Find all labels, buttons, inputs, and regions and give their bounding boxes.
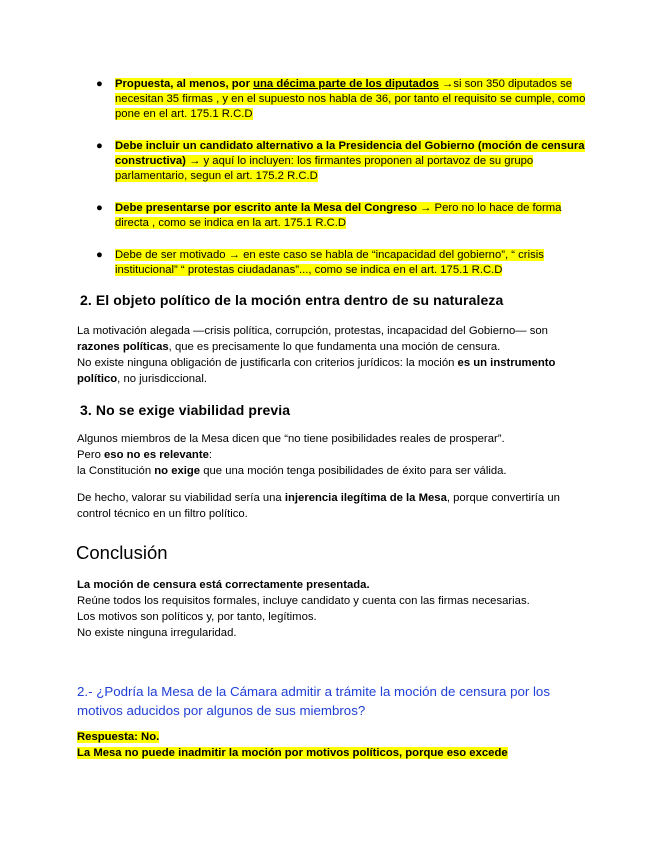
paragraph: La motivación alegada —crisis política, corrupción, protestas, incapacidad del Gobierno— son razones políticas, que es precisamente lo que fundamenta una moción de censura. No existe ninguna obligación de justificarla con criterios jurídicos: la moción es un instrumento político, no jurisdiccional.: [77, 325, 556, 385]
paragraph: De hecho, valorar su viabilidad sería una injerencia ilegítima de la Mesa, porque convertiría un control técnico en un filtro político.: [77, 492, 560, 520]
bullet-icon: ●: [96, 249, 103, 261]
bullet-icon: ●: [96, 202, 103, 214]
paragraph: La moción de censura está correctamente presentada. Reúne todos los requisitos formales, incluye candidato y cuenta con las firmas necesarias. Los motivos son políticos y, por tanto, legítimos. No existe ninguna irregularidad.: [77, 579, 530, 639]
bullet-icon: ●: [96, 140, 103, 152]
paragraph: Algunos miembros de la Mesa dicen que “no tiene posibilidades reales de prosperar”. Pero eso no es relevante: la Constitución no exige que una moción tenga posibilidades de éxito para ser válida.: [77, 433, 507, 477]
section-heading: 2. El objeto político de la moción entra dentro de su naturaleza: [80, 292, 504, 308]
section-heading: 3. No se exige viabilidad previa: [80, 402, 291, 418]
list-item: ● Propuesta, al menos, por una décima parte de los diputados →si son 350 diputados se necesitan 35 firmas , y en el supuesto nos habla de 36, por tanto el requisito se cumple, como pone en el art. 175.1 R.C.D: [96, 78, 586, 121]
bullet-icon: ●: [96, 78, 103, 90]
answer: Respuesta: No. La Mesa no puede inadmitir la moción por motivos políticos, porque eso excede: [77, 731, 508, 759]
list-item: ● Debe incluir un candidato alternativo a la Presidencia del Gobierno (moción de censura constructiva) → y aquí lo incluyen: los firmantes proponen al portavoz de su grupo parlamentario, segun el art. 175.2 R.C.D: [96, 140, 585, 183]
list-item: ● Debe de ser motivado → en este caso se habla de “incapacidad del gobierno”, “ crisis institucional” “ protestas ciudadanas”..., como se indica en el art. 175.1 R.C.D: [96, 249, 544, 277]
conclusion-heading: Conclusión: [76, 542, 168, 563]
list-item: ● Debe presentarse por escrito ante la Mesa del Congreso → Pero no lo hace de forma directa , como se indica en la art. 175.1 R.C.D: [96, 202, 562, 230]
question-heading: 2.- ¿Podría la Mesa de la Cámara admitir a trámite la moción de censura por los motivos aducidos por algunos de sus miembros?: [77, 684, 550, 718]
